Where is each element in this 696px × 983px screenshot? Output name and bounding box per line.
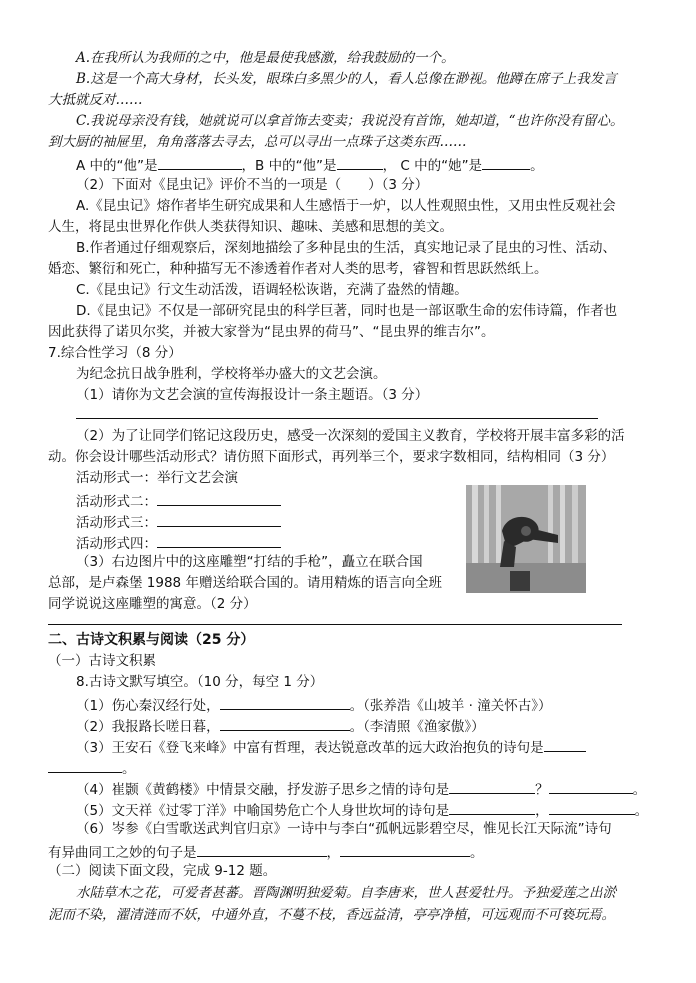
passage-line2: 泥而不染，濯清涟而不妖，中通外直，不蔓不枝，香远益清，亭亭净植，可远观而不可亵玩焉。 <box>48 907 615 923</box>
q7-form4-label: 活动形式四： <box>76 536 157 552</box>
q6-2-option-b-line2: 婚恋、繁衍和死亡，种种描写无不渗透着作者对人类的思考，睿智和哲思跃然纸上。 <box>48 261 548 277</box>
q6-2-option-a-line1: A.《昆虫记》熔作者毕生研究成果和人生感悟于一炉，以人性观照虫性，又用虫性反观社会 <box>76 198 616 214</box>
knotted-gun-sculpture-photo <box>466 485 586 593</box>
q7-form4-row <box>76 533 281 553</box>
q6-option-a: A.在我所认为我师的之中，他是最使我感激，给我鼓励的一个。 <box>76 50 455 66</box>
q8-1-prompt: （1）伤心秦汉经行处， <box>76 698 220 714</box>
q7-sub1: （1）请你为文艺会演的宣传海报设计一条主题语。（3 分） <box>76 387 429 403</box>
q8-line3 <box>76 737 586 757</box>
q6-2-option-c: C.《昆虫记》行文生动活泼，语调轻松诙谐，充满了盎然的情趣。 <box>76 282 468 298</box>
q6-answer-c-blank[interactable] <box>482 155 530 170</box>
q7-intro: 为纪念抗日战争胜利，学校将举办盛大的文艺会演。 <box>76 366 387 382</box>
q8-line2 <box>76 716 485 736</box>
q7-sub3-line1: （3）右边图片中的这座雕塑“打结的手枪”，矗立在联合国 <box>76 554 423 570</box>
q8-4-blank-a[interactable] <box>449 779 535 794</box>
q7-sub1-answer-line[interactable] <box>76 418 598 419</box>
q7-sub3-line2: 总部，是卢森堡 1988 年赠送给联合国的。请用精炼的语言向全班 <box>48 575 442 591</box>
q8-6-prompt: 有异曲同工之妙的句子是 <box>48 845 197 861</box>
q6-fill-b-label: ，B 中的“他”是 <box>241 158 337 174</box>
section2-part1: （一）古诗文积累 <box>48 653 156 669</box>
q8-1-source: 。（张养浩《山坡羊 · 潼关怀古》） <box>349 698 552 714</box>
q8-3-prompt: （3）王安石《登飞来峰》中富有哲理，表达锐意改革的远大政治抱负的诗句是 <box>76 740 544 756</box>
q8-title: 8.古诗文默写填空。（10 分，每空 1 分） <box>76 674 324 690</box>
q8-5-blank-b[interactable] <box>549 800 635 815</box>
q7-form3-label: 活动形式三： <box>76 515 157 531</box>
q8-3-end: 。 <box>122 761 136 777</box>
section2-part2: （二）阅读下面文段，完成 9-12 题。 <box>48 863 277 879</box>
q8-4-prompt: （4）崔颢《黄鹤楼》中情景交融，抒发游子思乡之情的诗句是 <box>76 782 450 798</box>
q6-fill-end: 。 <box>530 158 544 174</box>
q7-title: 7.综合性学习（8 分） <box>48 345 182 361</box>
q8-5-prompt: （5）文天祥《过零丁洋》中喻国势危亡个人身世坎坷的诗句是 <box>76 803 450 819</box>
q8-4-question-mark: ？ <box>535 782 549 798</box>
q7-form3-blank[interactable] <box>157 512 281 527</box>
q8-6-mid: ， <box>326 845 340 861</box>
q8-2-blank[interactable] <box>220 716 350 731</box>
q8-4-blank-b[interactable] <box>549 779 633 794</box>
q7-form2-row <box>76 491 281 511</box>
q6-answer-b-blank[interactable] <box>337 155 383 170</box>
q6-option-c-line1: C.我说母亲没有钱，她就说可以拿首饰去变卖；我说没有首饰，她却道，“也许你没有留心。 <box>76 113 624 129</box>
q8-line4 <box>76 779 646 799</box>
q7-form3-row <box>76 512 281 532</box>
q8-line3-cont <box>48 758 136 778</box>
q7-sub2-line2: 动。你会设计哪些活动形式？请仿照下面形式，再列举三个，要求字数相同，结构相同（3 分） <box>48 449 615 465</box>
q8-line1 <box>76 695 551 715</box>
q6-fill-c-label: ， C 中的“她”是 <box>382 158 483 174</box>
section2-title: 二、古诗文积累与阅读（25 分） <box>48 632 255 648</box>
q6-answer-a-blank[interactable] <box>158 155 242 170</box>
q6-2-option-b-line1: B.作者通过仔细观察后，深刻地描绘了多种昆虫的生活，真实地记录了昆虫的习性、活动、 <box>76 240 617 256</box>
q6-fill-a-label: A 中的“他”是 <box>76 158 158 174</box>
q6-2-option-d-line1: D.《昆虫记》不仅是一部研究昆虫的科学巨著，同时也是一部讴歌生命的宏伟诗篇，作者也 <box>76 303 618 319</box>
q6-option-c-line2: 到大厨的袖屉里，角角落落去寻去，总可以寻出一点珠子这类东西…… <box>48 134 467 150</box>
q8-6-blank-a[interactable] <box>197 842 327 857</box>
q7-sub3-answer-line[interactable] <box>48 624 622 625</box>
q8-5-end: 。 <box>634 803 649 819</box>
q8-line6-cont <box>48 842 484 862</box>
q8-6-blank-b[interactable] <box>340 842 470 857</box>
q7-form2-blank[interactable] <box>157 491 281 506</box>
q7-form2-label: 活动形式二： <box>76 494 157 510</box>
q8-3-blank-a[interactable] <box>544 737 586 752</box>
q8-6-end: 。 <box>470 845 484 861</box>
sculpture-image <box>466 485 586 593</box>
q6-fill-line <box>76 155 544 175</box>
q7-sub3-line3: 同学说说这座雕塑的寓意。（2 分） <box>48 596 257 612</box>
q8-4-end: 。 <box>632 782 647 798</box>
q8-line5 <box>76 800 648 820</box>
q7-sub2-line1: （2）为了让同学们铭记这段历史，感受一次深刻的爱国主义教育，学校将开展丰富多彩的活 <box>76 428 625 444</box>
q8-5-mid: ， <box>535 803 549 819</box>
passage-line1: 水陆草木之花，可爱者甚蕃。晋陶渊明独爱菊。自李唐来，世人甚爱牡丹。予独爱莲之出淤 <box>76 885 616 901</box>
q6-option-b-line2: 大抵就反对…… <box>48 92 143 108</box>
q7-form1: 活动形式一：举行文艺会演 <box>76 470 238 486</box>
q7-form4-blank[interactable] <box>157 533 281 548</box>
q6-2-stem: （2）下面对《昆虫记》评价不当的一项是（ ）（3 分） <box>76 177 429 193</box>
q6-2-option-a-line2: 人生，将昆虫世界化作供人类获得知识、趣味、美感和思想的美文。 <box>48 219 453 235</box>
q8-line6: （6）岑参《白雪歌送武判官归京》一诗中与李白“孤帆远影碧空尽，惟见长江天际流”诗句 <box>76 821 612 837</box>
q8-5-blank-a[interactable] <box>449 800 535 815</box>
q8-1-blank[interactable] <box>220 695 350 710</box>
q6-option-b-line1: B.这是一个高大身材，长头发，眼珠白多黑少的人，看人总像在渺视。他蹲在席子上我发言 <box>76 71 617 87</box>
q8-3-blank-b[interactable] <box>48 758 122 773</box>
q8-2-prompt: （2）我报路长嗟日暮， <box>76 719 220 735</box>
q6-2-option-d-line2: 因此获得了诺贝尔奖，并被大家誉为“昆虫界的荷马”、“昆虫界的维吉尔”。 <box>48 324 495 340</box>
q8-2-source: 。（李清照《渔家傲》） <box>349 719 485 735</box>
